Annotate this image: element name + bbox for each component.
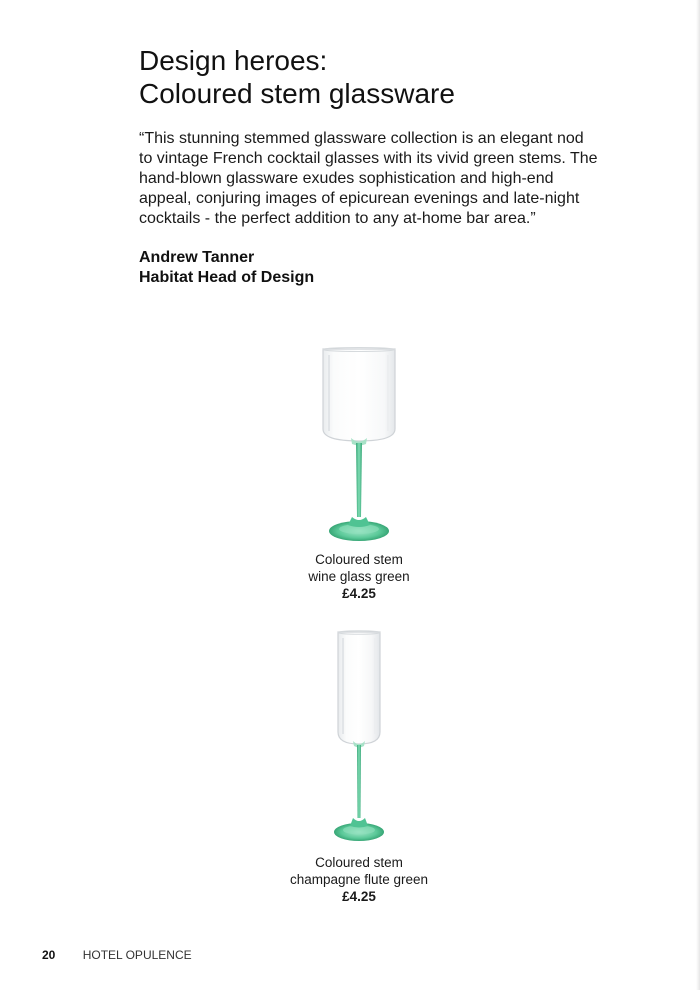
product-caption [249,551,469,602]
product-price: £4.25 [342,889,376,904]
quote-attribution [139,248,314,288]
product-name-line-2: wine glass green [308,569,410,584]
page-number: 20 [42,948,56,962]
wine-glass-icon [314,345,404,547]
designer-quote: “This stunning stemmed glassware collection is an elegant nod to vintage French cocktail glasses with its vivid green stems. The hand-blown glassware exudes sophistication and high-end appeal, conjuring images of epicurean evenings and late-night cocktails - the perfect addition to any at-home bar area.” [139,130,598,227]
product-caption [249,854,469,905]
product-price: £4.25 [342,586,376,601]
product-card-wine-glass [249,345,469,602]
page-edge-shadow [696,0,700,990]
author-name: Andrew Tanner [139,249,255,266]
champagne-flute-icon [314,628,404,850]
product-name-line-1: Coloured stem [315,552,403,567]
page-title-line-1: Design heroes: [139,45,328,76]
section-name: HOTEL OPULENCE [82,948,192,962]
author-role: Habitat Head of Design [139,269,315,286]
page-title [139,44,659,110]
product-name-line-1: Coloured stem [315,855,403,870]
page-title-line-2: Coloured stem glassware [139,78,455,109]
product-card-champagne-flute [249,628,469,905]
product-name-line-2: champagne flute green [289,872,429,887]
page-footer [42,948,192,962]
